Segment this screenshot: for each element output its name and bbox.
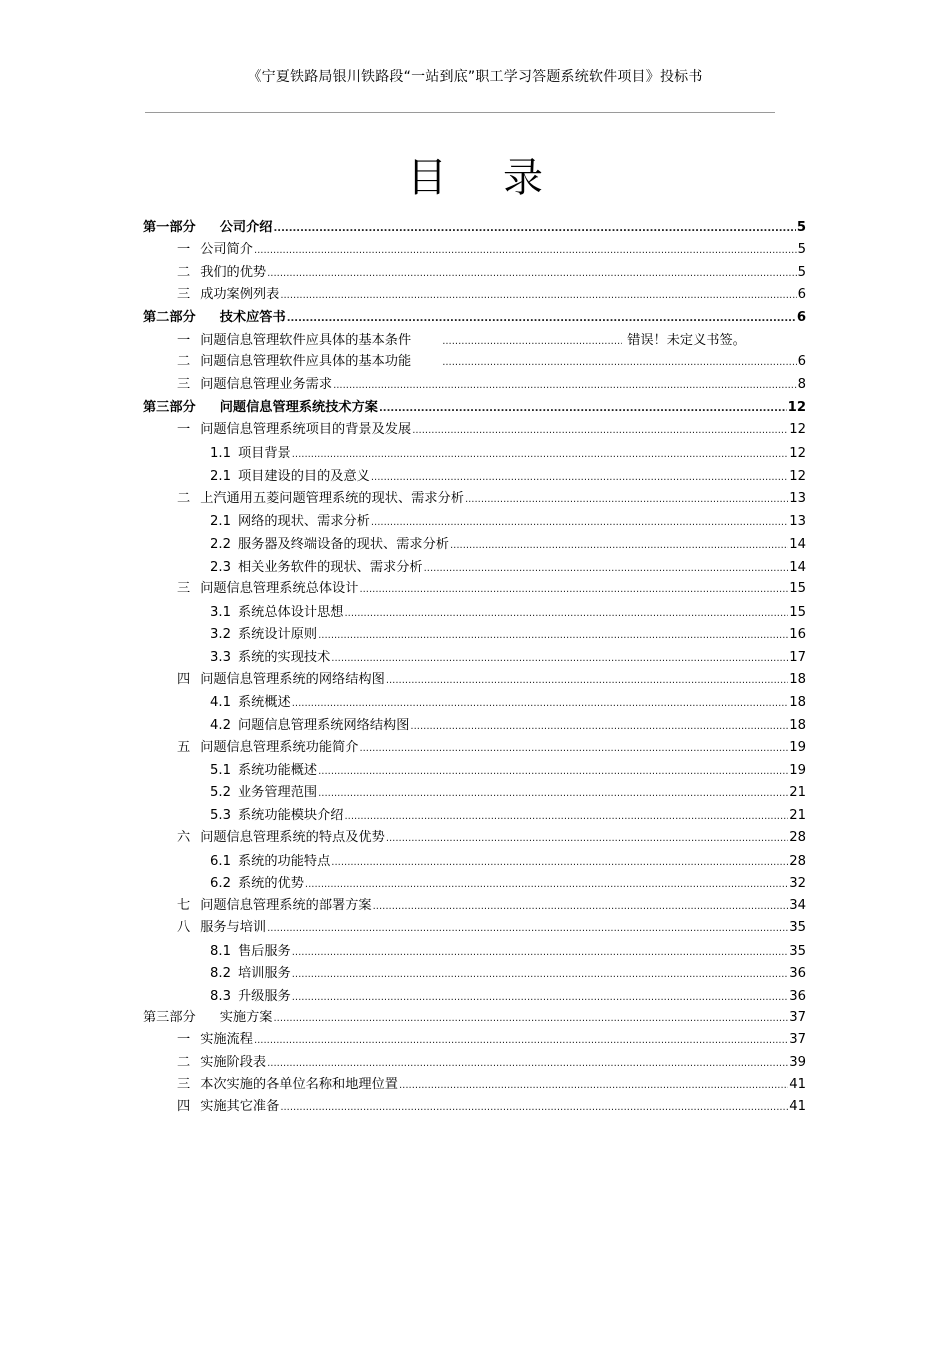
toc-page-number: 28	[789, 854, 806, 869]
toc-entry-label	[177, 285, 279, 305]
toc-entry-text: 网络的现状、需求分析	[237, 514, 370, 529]
toc-entry[interactable]	[177, 375, 806, 395]
toc-page-number: 5	[797, 265, 806, 280]
toc-entry-text: 技术应答书	[219, 310, 286, 325]
toc-entry-label	[210, 987, 291, 1007]
toc-entry[interactable]	[210, 716, 806, 736]
toc-entry-text: 系统总体设计思想	[237, 605, 344, 620]
toc-entry-label	[177, 240, 253, 260]
toc-leader-dots	[442, 332, 622, 352]
toc-entry-label	[210, 558, 423, 578]
toc-entry-number: 第二部分	[143, 310, 196, 325]
toc-entry-number: 6.1	[210, 854, 231, 869]
toc-page-number: 12	[789, 469, 806, 484]
toc-entry-number: 三	[177, 1077, 191, 1092]
toc-title-char-2: 录	[503, 155, 543, 201]
toc-leader-dots	[399, 1076, 788, 1096]
toc-entry[interactable]	[177, 420, 806, 440]
toc-leader-dots	[274, 1009, 789, 1029]
toc-page-number: 错误！未定义书签。	[627, 333, 746, 348]
toc-entry[interactable]	[143, 308, 806, 328]
toc-entry-label	[177, 896, 372, 916]
toc-entry-number: 二	[177, 1055, 191, 1070]
toc-leader-dots	[318, 762, 788, 782]
toc-entry[interactable]	[177, 670, 806, 690]
toc-entry-text: 问题信息管理系统网络结构图	[237, 718, 410, 733]
toc-leader-dots	[267, 1054, 788, 1074]
toc-entry-label	[210, 942, 291, 962]
toc-entry-text: 系统功能概述	[237, 763, 318, 778]
toc-entry-label	[177, 352, 411, 372]
toc-entry-text: 实施流程	[200, 1032, 253, 1047]
toc-page-number: 8	[797, 377, 806, 392]
toc-leader-dots	[465, 490, 788, 510]
toc-page-number: 16	[789, 627, 806, 642]
toc-entry-label	[177, 489, 464, 509]
toc-entry-number: 2.1	[210, 469, 231, 484]
toc-page-number: 6	[797, 287, 806, 302]
toc-entry-label	[177, 263, 266, 283]
toc-page-number: 36	[789, 966, 806, 981]
toc-entry-label	[210, 467, 370, 487]
toc-entry[interactable]	[177, 263, 806, 283]
toc-entry[interactable]	[210, 625, 806, 645]
toc-page-number: 32	[789, 876, 806, 891]
toc-entry-text: 问题信息管理系统的特点及优势	[200, 830, 385, 845]
toc-entry-number: 8.1	[210, 944, 231, 959]
toc-page-number: 19	[789, 763, 806, 778]
toc-entry-number: 三	[177, 287, 191, 302]
toc-leader-dots	[442, 353, 796, 373]
toc-entry-label	[210, 716, 409, 736]
toc-entry-text: 业务管理范围	[237, 785, 318, 800]
toc-title-char-1: 目	[407, 155, 447, 201]
toc-entry-number: 二	[177, 491, 191, 506]
toc-entry[interactable]	[143, 1008, 806, 1028]
toc-page-number: 14	[789, 560, 806, 575]
toc-entry[interactable]	[210, 558, 806, 578]
toc-leader-dots	[292, 694, 788, 714]
toc-entry-label	[177, 579, 358, 599]
toc-entry[interactable]	[210, 942, 806, 962]
toc-entry-text: 上汽通用五菱问题管理系统的现状、需求分析	[200, 491, 464, 506]
toc-leader-dots	[318, 784, 788, 804]
toc-entry-text: 问题信息管理系统的部署方案	[200, 898, 372, 913]
toc-entry-label	[210, 693, 291, 713]
toc-entry[interactable]	[177, 1075, 806, 1095]
toc-page-number: 18	[789, 718, 806, 733]
toc-entry-number: 四	[177, 672, 191, 687]
toc-entry-label	[143, 308, 286, 328]
toc-leader-dots	[274, 219, 796, 239]
toc-entry-text: 项目建设的目的及意义	[237, 469, 370, 484]
toc-entry-number: 一	[177, 242, 191, 257]
toc-leader-dots	[331, 649, 788, 669]
toc-entry[interactable]	[177, 1097, 806, 1117]
toc-entry[interactable]	[210, 874, 806, 894]
toc-entry-label	[177, 1097, 279, 1117]
toc-page-number: 41	[789, 1077, 806, 1092]
toc-leader-dots	[412, 421, 788, 441]
toc-entry-label	[143, 218, 273, 238]
toc-entry-text: 系统的功能特点	[237, 854, 331, 869]
toc-entry-label	[177, 1030, 253, 1050]
toc-entry-text: 系统的实现技术	[237, 650, 331, 665]
toc-entry-number: 3.3	[210, 650, 231, 665]
toc-entry-number: 8.2	[210, 966, 231, 981]
toc-entry-label	[177, 738, 358, 758]
toc-page-number: 6	[796, 310, 806, 325]
toc-entry-label	[177, 670, 385, 690]
toc-leader-dots	[359, 580, 788, 600]
toc-entry[interactable]	[210, 783, 806, 803]
toc-leader-dots	[386, 671, 788, 691]
toc-entry-text: 系统概述	[237, 695, 291, 710]
toc-leader-dots	[267, 919, 788, 939]
toc-entry-text: 服务器及终端设备的现状、需求分析	[237, 537, 449, 552]
toc-entry-number: 三	[177, 377, 191, 392]
toc-entry-text: 公司简介	[200, 242, 253, 257]
toc-entry-text: 本次实施的各单位名称和地理位置	[200, 1077, 398, 1092]
toc-entry-number: 5.3	[210, 808, 231, 823]
toc-leader-dots	[287, 309, 796, 329]
toc-entry[interactable]	[177, 240, 806, 260]
toc-leader-dots	[344, 807, 788, 827]
toc-leader-dots	[292, 965, 788, 985]
toc-entry-text: 问题信息管理系统项目的背景及发展	[200, 422, 412, 437]
toc-entry[interactable]	[210, 964, 806, 984]
toc-page-number: 12	[789, 446, 806, 461]
toc-leader-dots	[318, 626, 788, 646]
toc-entry-number: 二	[177, 354, 191, 369]
toc-entry-label	[177, 420, 411, 440]
toc-leader-dots	[371, 513, 788, 533]
toc-entry[interactable]	[210, 987, 806, 1007]
toc-entry-label	[210, 625, 317, 645]
toc-entry-label	[210, 512, 370, 532]
toc-page-number: 36	[789, 989, 806, 1004]
toc-entry-label	[210, 783, 317, 803]
toc-page-number: 39	[789, 1055, 806, 1070]
toc-entry[interactable]	[210, 603, 806, 623]
toc-page-number: 19	[789, 740, 806, 755]
toc-entry-label	[210, 535, 449, 555]
toc-leader-dots	[333, 376, 797, 396]
toc-title	[0, 146, 950, 203]
toc-entry-label	[210, 806, 343, 826]
toc-leader-dots	[371, 468, 788, 488]
toc-entry-text: 公司介绍	[219, 220, 273, 235]
toc-page-number: 35	[789, 920, 806, 935]
toc-entry-text: 实施阶段表	[200, 1055, 267, 1070]
toc-leader-dots	[424, 559, 789, 579]
header-divider	[145, 112, 775, 113]
toc-entry-text: 问题信息管理软件应具体的基本条件	[200, 333, 412, 348]
toc-entry-number: 二	[177, 265, 191, 280]
toc-entry-label	[143, 398, 378, 418]
toc-page-number: 13	[789, 514, 806, 529]
toc-entry-number: 四	[177, 1099, 191, 1114]
toc-entry-text: 问题信息管理业务需求	[200, 377, 333, 392]
toc-entry-label	[210, 874, 304, 894]
toc-leader-dots	[292, 445, 788, 465]
toc-entry-number: 六	[177, 830, 191, 845]
toc-entry-label	[177, 918, 266, 938]
toc-page-number: 41	[789, 1099, 806, 1114]
toc-entry[interactable]	[210, 648, 806, 668]
toc-page-number: 14	[789, 537, 806, 552]
toc-leader-dots	[410, 717, 788, 737]
toc-page-number: 18	[789, 695, 806, 710]
toc-entry-number: 一	[177, 333, 191, 348]
toc-entry[interactable]	[143, 218, 806, 238]
toc-page-number: 34	[789, 898, 806, 913]
toc-leader-dots	[344, 604, 788, 624]
toc-entry-text: 问题信息管理软件应具体的基本功能	[200, 354, 412, 369]
toc-page-number: 37	[789, 1010, 806, 1025]
toc-entry[interactable]	[210, 693, 806, 713]
toc-entry-text: 系统的优势	[237, 876, 304, 891]
toc-entry[interactable]	[177, 828, 806, 848]
toc-entry[interactable]	[177, 352, 806, 372]
toc-entry[interactable]	[177, 489, 806, 509]
toc-entry-label	[210, 761, 317, 781]
toc-entry-label	[177, 331, 411, 351]
toc-entry-text: 问题信息管理系统功能简介	[200, 740, 359, 755]
toc-page-number: 15	[789, 581, 806, 596]
toc-entry-number: 2.1	[210, 514, 231, 529]
toc-entry[interactable]	[210, 761, 806, 781]
toc-page-number: 37	[789, 1032, 806, 1047]
toc-entry[interactable]	[177, 285, 806, 305]
toc-entry-text: 相关业务软件的现状、需求分析	[237, 560, 423, 575]
toc-page-number: 15	[789, 605, 806, 620]
toc-leader-dots	[280, 286, 796, 306]
toc-page-number: 12	[789, 422, 806, 437]
toc-entry[interactable]	[210, 444, 806, 464]
toc-entry-number: 五	[177, 740, 191, 755]
toc-page-number: 21	[789, 785, 806, 800]
toc-page-number: 6	[797, 354, 806, 369]
toc-entry-number: 3.1	[210, 605, 231, 620]
toc-page-number: 5	[797, 242, 806, 257]
toc-entry-number: 第三部分	[143, 1010, 196, 1025]
toc-entry[interactable]	[210, 806, 806, 826]
toc-entry[interactable]	[143, 398, 806, 418]
toc-entry-label	[177, 828, 385, 848]
toc-leader-dots	[254, 1031, 788, 1051]
toc-page-number: 21	[789, 808, 806, 823]
toc-page-number: 12	[787, 400, 806, 415]
toc-entry-text: 系统设计原则	[237, 627, 318, 642]
toc-page-number: 17	[789, 650, 806, 665]
toc-entry-number: 1.1	[210, 446, 231, 461]
toc-entry-label	[210, 852, 330, 872]
toc-entry-number: 2.3	[210, 560, 231, 575]
toc-entry-label	[210, 648, 330, 668]
toc-entry-number: 4.2	[210, 718, 231, 733]
toc-page-number: 28	[789, 830, 806, 845]
toc-entry-number: 一	[177, 422, 191, 437]
toc-entry-text: 售后服务	[237, 944, 291, 959]
toc-leader-dots	[254, 241, 797, 261]
toc-entry-number: 三	[177, 581, 191, 596]
toc-entry-label	[210, 964, 291, 984]
toc-leader-dots	[331, 853, 788, 873]
toc-leader-dots	[359, 739, 788, 759]
toc-entry-label	[177, 1075, 398, 1095]
toc-entry-text: 实施方案	[219, 1010, 273, 1025]
toc-entry[interactable]	[210, 512, 806, 532]
toc-entry-text: 服务与培训	[200, 920, 267, 935]
toc-entry[interactable]	[177, 579, 806, 599]
toc-leader-dots	[280, 1098, 788, 1118]
toc-entry[interactable]	[177, 1053, 806, 1073]
toc-entry-text: 问题信息管理系统的网络结构图	[200, 672, 385, 687]
toc-leader-dots	[450, 536, 788, 556]
toc-entry-text: 实施其它准备	[200, 1099, 280, 1114]
toc-leader-dots	[292, 943, 788, 963]
toc-entry-number: 3.2	[210, 627, 231, 642]
toc-page-number: 35	[789, 944, 806, 959]
toc-entry-label	[177, 1053, 266, 1073]
toc-entry[interactable]	[177, 738, 806, 758]
toc-entry-text: 系统功能模块介绍	[237, 808, 344, 823]
toc-entry-number: 七	[177, 898, 191, 913]
toc-page-number: 5	[796, 220, 806, 235]
toc-entry-text: 培训服务	[237, 966, 291, 981]
toc-entry[interactable]	[177, 918, 806, 938]
toc-entry-text: 项目背景	[237, 446, 291, 461]
toc-entry[interactable]	[210, 535, 806, 555]
toc-entry-label	[177, 375, 332, 395]
toc-leader-dots	[386, 829, 788, 849]
toc-page-number: 13	[789, 491, 806, 506]
toc-entry-text: 我们的优势	[200, 265, 267, 280]
toc-entry-number: 第一部分	[143, 220, 196, 235]
toc-entry-number: 4.1	[210, 695, 231, 710]
toc-entry-label	[210, 444, 291, 464]
toc-entry-label	[143, 1008, 273, 1028]
toc-entry-text: 升级服务	[237, 989, 291, 1004]
toc-leader-dots	[305, 875, 788, 895]
toc-entry-number: 八	[177, 920, 191, 935]
toc-page-number: 18	[789, 672, 806, 687]
toc-entry-number: 一	[177, 1032, 191, 1047]
toc-entry-text: 问题信息管理系统技术方案	[219, 400, 378, 415]
toc-entry-number: 8.3	[210, 989, 231, 1004]
toc-leader-dots	[373, 897, 789, 917]
toc-entry-number: 第三部分	[143, 400, 196, 415]
toc-entry-number: 5.1	[210, 763, 231, 778]
toc-leader-dots	[292, 988, 788, 1008]
toc-entry[interactable]	[210, 467, 806, 487]
toc-entry[interactable]	[177, 896, 806, 916]
toc-entry[interactable]	[177, 331, 790, 351]
toc-leader-dots	[379, 399, 787, 419]
toc-entry[interactable]	[177, 1030, 806, 1050]
toc-entry-label	[210, 603, 343, 623]
toc-entry-number: 6.2	[210, 876, 231, 891]
toc-entry-text: 问题信息管理系统总体设计	[200, 581, 359, 596]
toc-entry-text: 成功案例列表	[200, 287, 280, 302]
document-header: 《宁夏铁路局银川铁路段“一站到底”职工学习答题系统软件项目》投标书	[247, 69, 703, 85]
toc-entry-number: 5.2	[210, 785, 231, 800]
toc-leader-dots	[267, 264, 796, 284]
toc-entry-number: 2.2	[210, 537, 231, 552]
toc-entry[interactable]	[210, 852, 806, 872]
